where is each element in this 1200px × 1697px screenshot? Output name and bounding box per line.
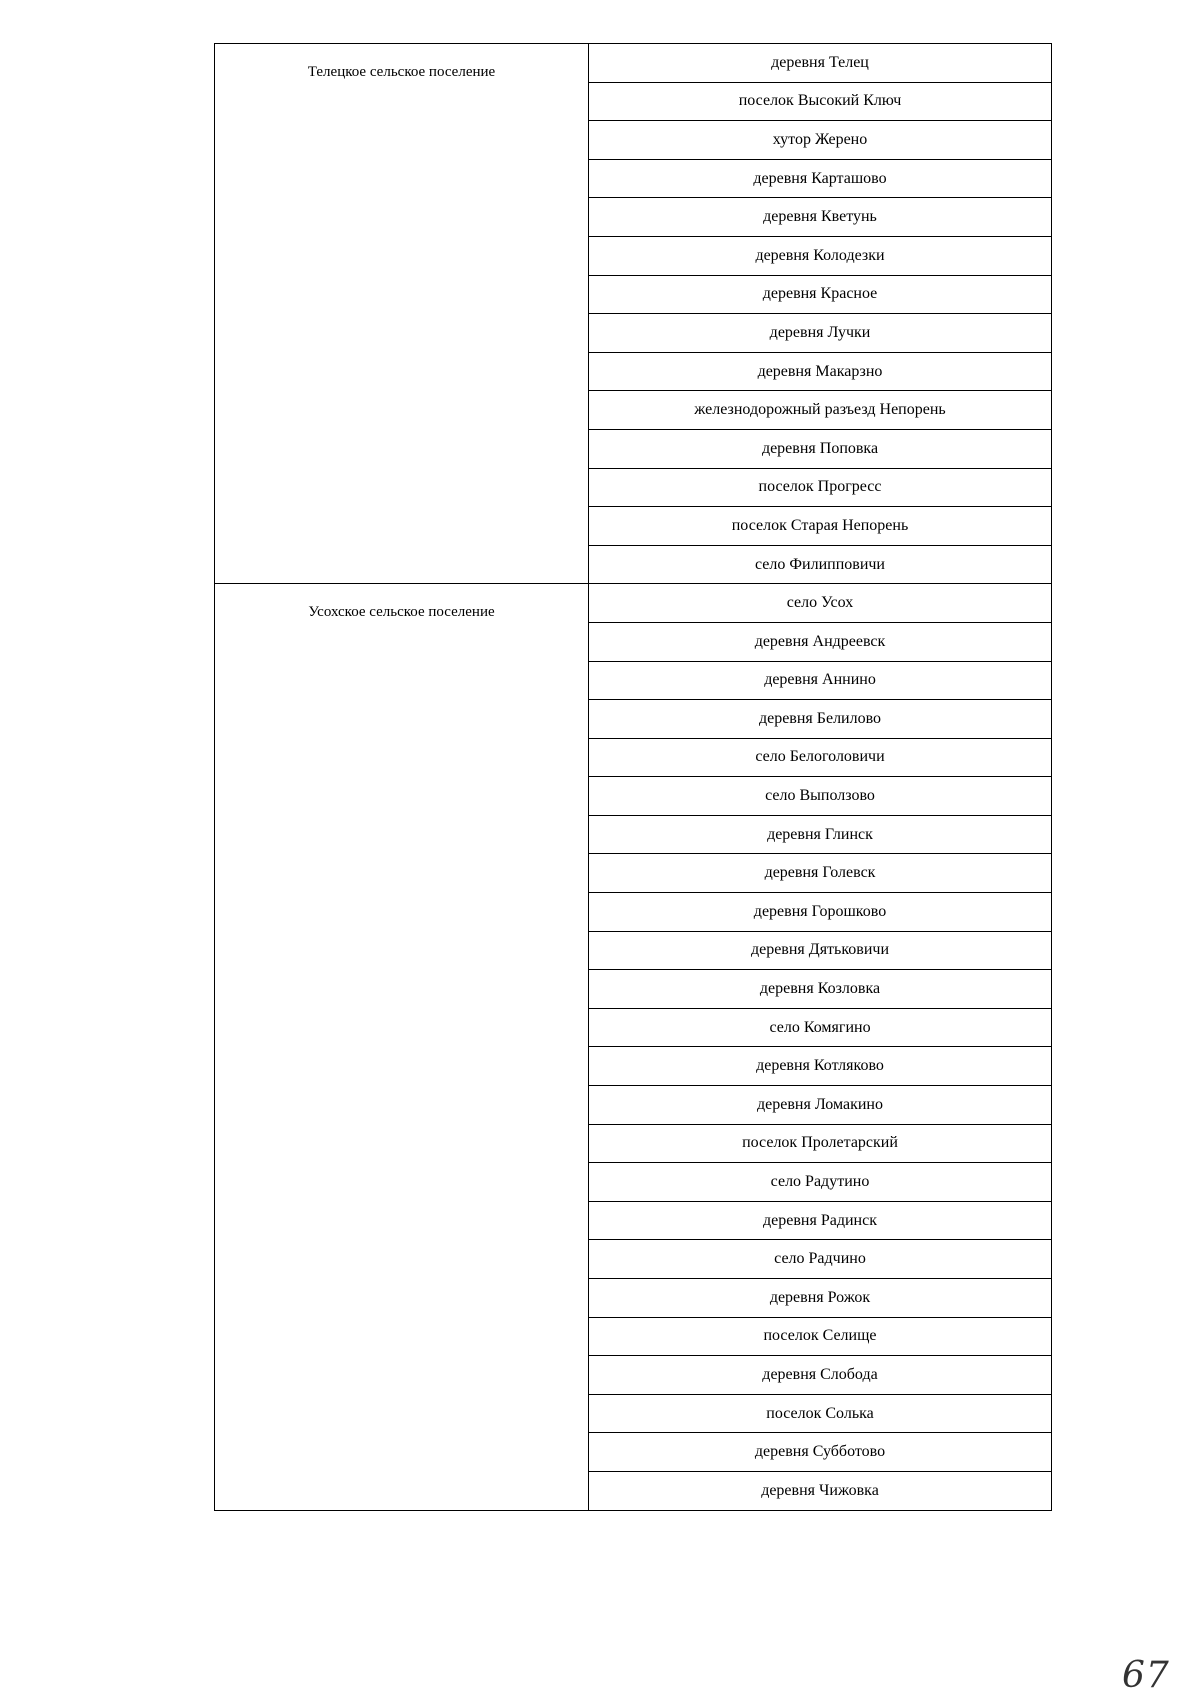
locality-cell: деревня Котляково [589, 1047, 1052, 1086]
locality-cell: деревня Поповка [589, 429, 1052, 468]
locality-cell: поселок Солька [589, 1394, 1052, 1433]
settlements-table [214, 43, 1052, 1511]
settlements-table-body [215, 44, 1052, 1511]
locality-cell: село Усох [589, 584, 1052, 623]
locality-cell: поселок Пролетарский [589, 1124, 1052, 1163]
settlement-name: Телецкое сельское поселение [307, 64, 496, 80]
locality-cell: деревня Колодезки [589, 236, 1052, 275]
locality-cell: деревня Макарзно [589, 352, 1052, 391]
locality-cell: село Выползово [589, 777, 1052, 816]
locality-cell: деревня Козловка [589, 970, 1052, 1009]
locality-cell: село Белоголовичи [589, 738, 1052, 777]
locality-cell: железнодорожный разъезд Непорень [589, 391, 1052, 430]
locality-cell: деревня Горошково [589, 893, 1052, 932]
locality-cell: деревня Красное [589, 275, 1052, 314]
locality-cell: село Радчино [589, 1240, 1052, 1279]
settlement-cell [215, 44, 589, 584]
locality-cell: деревня Слобода [589, 1356, 1052, 1395]
locality-cell: деревня Кветунь [589, 198, 1052, 237]
locality-cell: поселок Старая Непорень [589, 507, 1052, 546]
locality-cell: деревня Аннино [589, 661, 1052, 700]
locality-cell: деревня Телец [589, 44, 1052, 83]
page-number: 67 [1122, 1655, 1170, 1696]
locality-cell: село Филипповичи [589, 545, 1052, 584]
locality-cell: деревня Глинск [589, 815, 1052, 854]
locality-cell: деревня Чижовка [589, 1471, 1052, 1510]
locality-cell: деревня Радинск [589, 1201, 1052, 1240]
locality-cell: деревня Андреевск [589, 622, 1052, 661]
locality-cell: хутор Жерено [589, 121, 1052, 160]
locality-cell: село Комягино [589, 1008, 1052, 1047]
locality-cell: деревня Голевск [589, 854, 1052, 893]
settlement-name: Усохское сельское поселение [308, 604, 495, 621]
locality-cell: деревня Белилово [589, 700, 1052, 739]
locality-cell: поселок Прогресс [589, 468, 1052, 507]
table-row [215, 584, 1052, 623]
locality-cell: деревня Карташово [589, 159, 1052, 198]
locality-cell: деревня Лучки [589, 314, 1052, 353]
locality-cell: поселок Высокий Ключ [589, 82, 1052, 121]
locality-cell: деревня Рожок [589, 1279, 1052, 1318]
locality-cell: деревня Субботово [589, 1433, 1052, 1472]
locality-cell: поселок Селище [589, 1317, 1052, 1356]
locality-cell: деревня Дятьковичи [589, 931, 1052, 970]
locality-cell: деревня Ломакино [589, 1086, 1052, 1125]
locality-cell: село Радутино [589, 1163, 1052, 1202]
settlement-cell [215, 584, 589, 1510]
table-row [215, 44, 1052, 83]
